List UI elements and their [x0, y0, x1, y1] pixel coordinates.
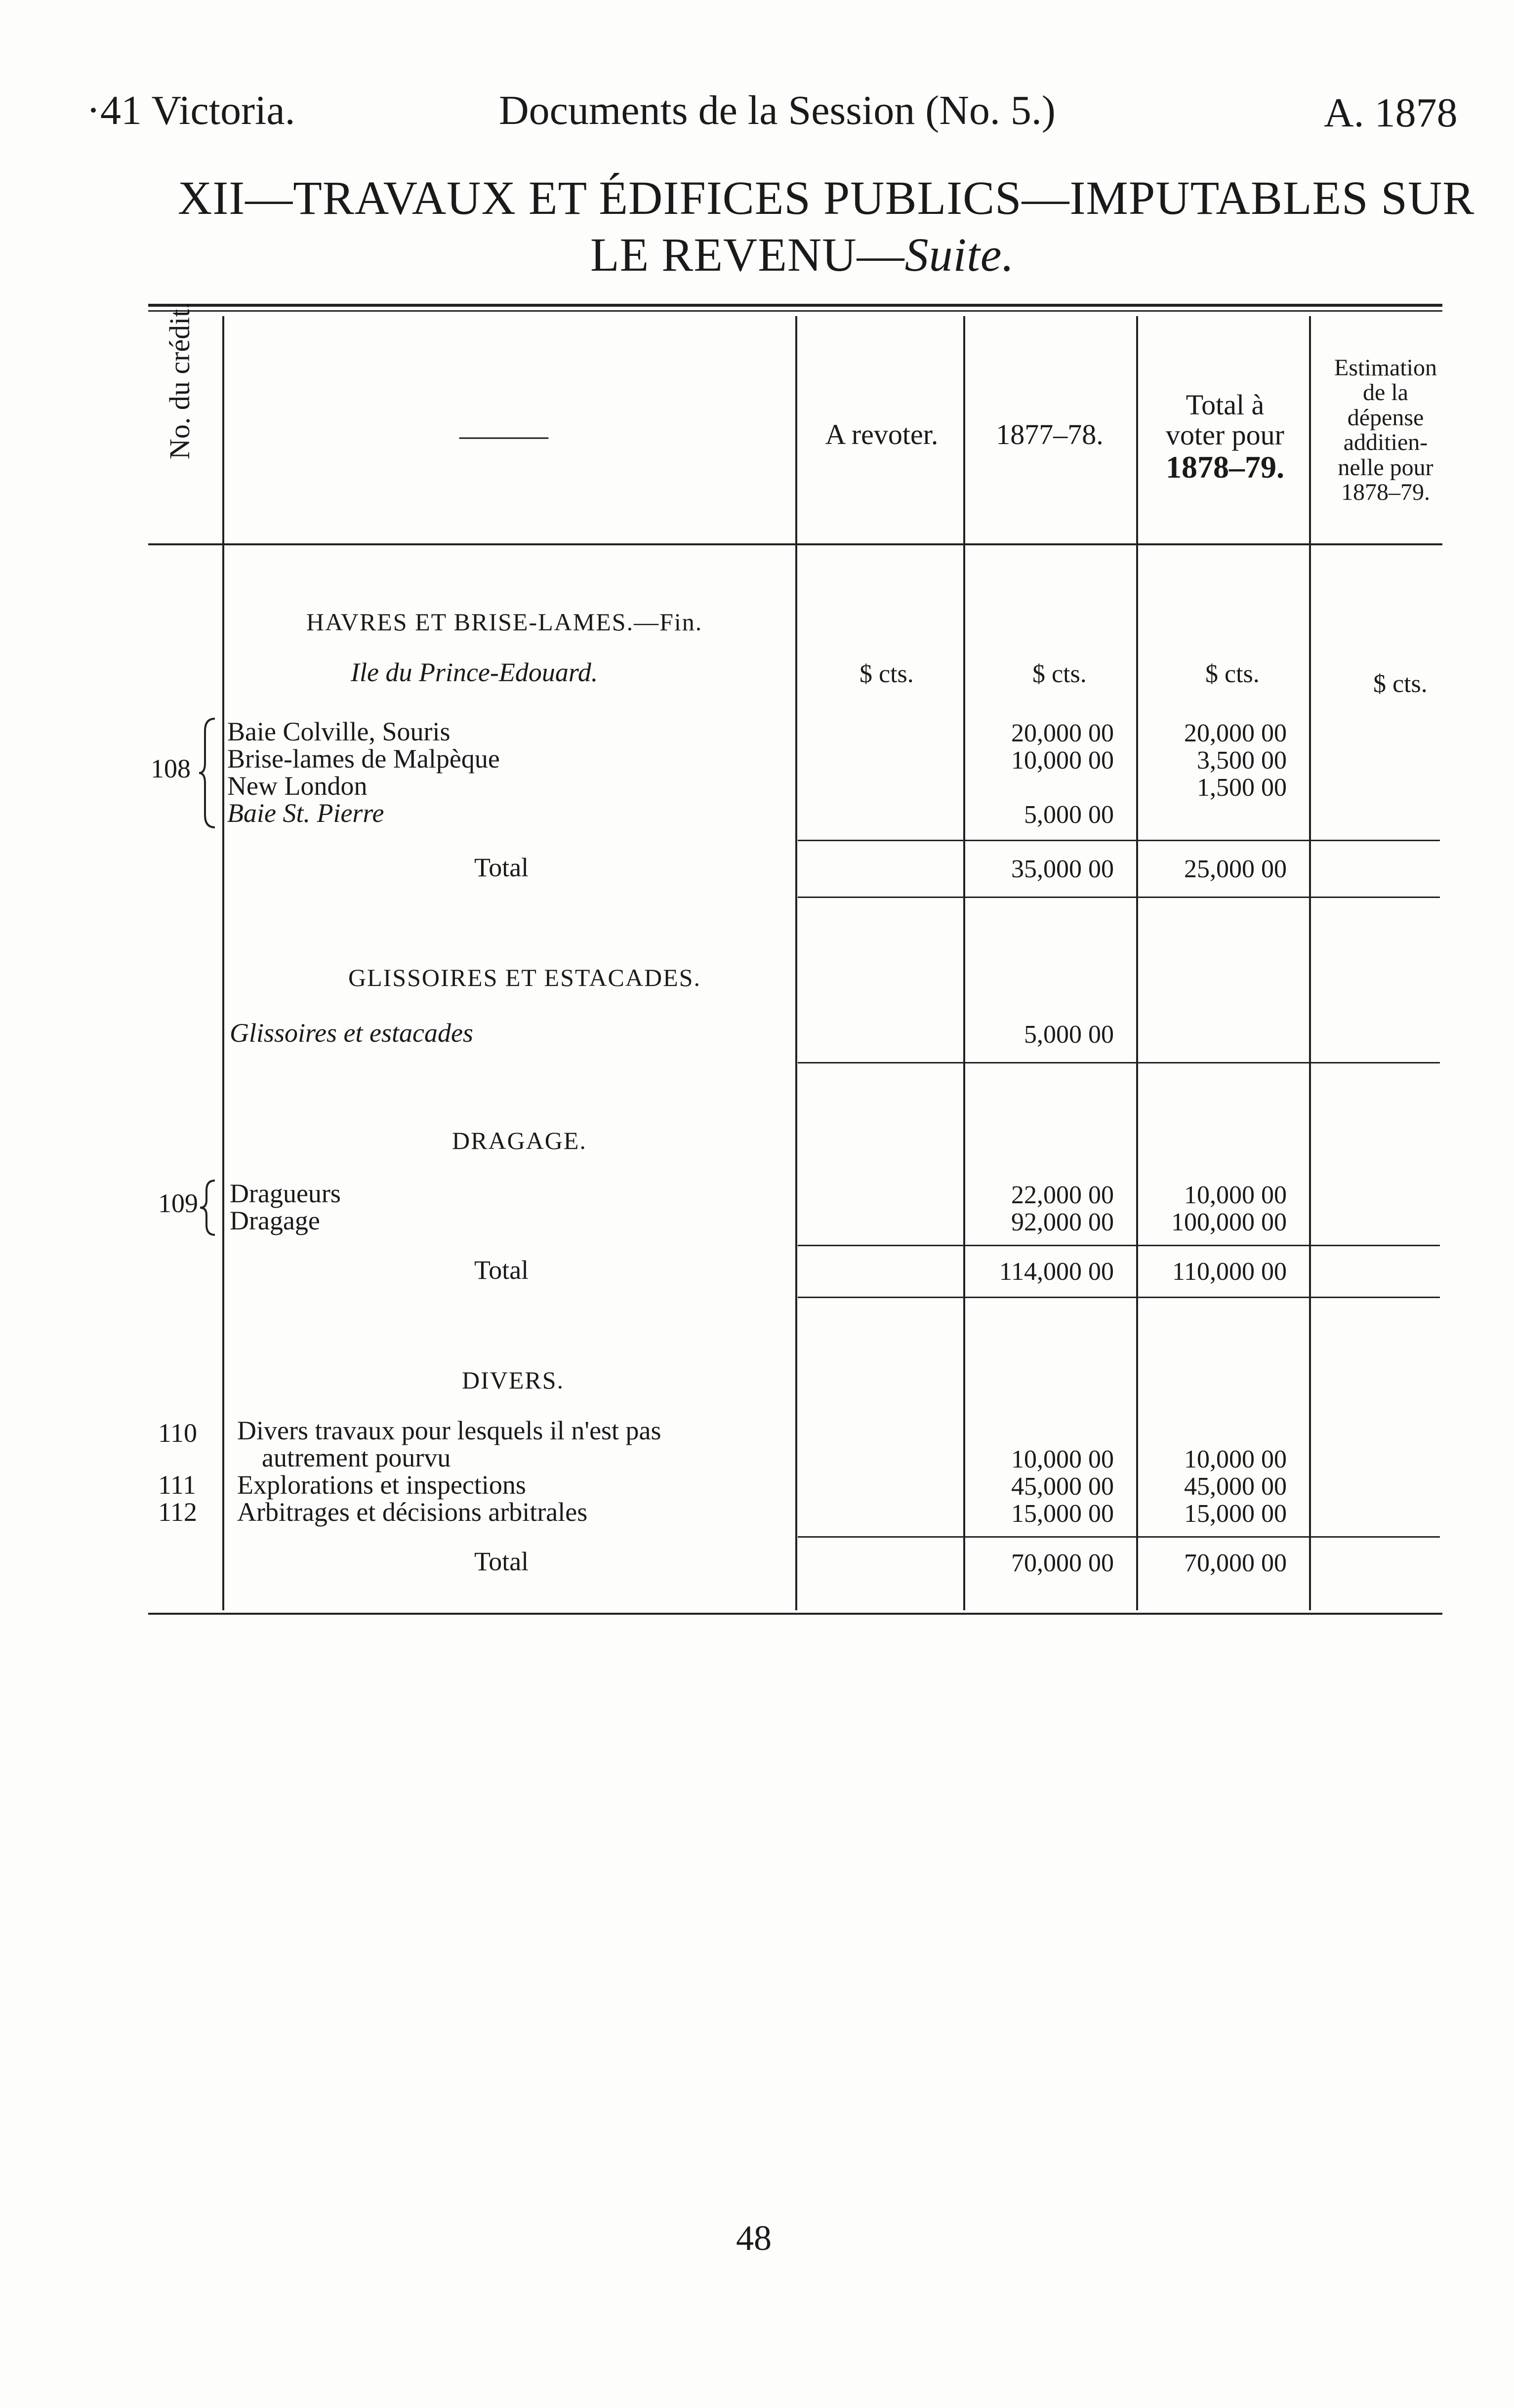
brace-108 [198, 716, 217, 830]
header-rule [148, 543, 1442, 545]
value-1877: 10,000 00 [1011, 746, 1114, 775]
subtotal-rule [798, 1245, 1440, 1246]
credit-number: 112 [158, 1497, 197, 1527]
currency-estimation: $ cts. [1373, 670, 1428, 698]
value-1877: 5,000 00 [1024, 801, 1114, 829]
subtotal-rule [798, 840, 1440, 841]
document-series: Documents de la Session (No. 5.) [499, 87, 1056, 133]
row-label: Brise-lames de Malpèque [227, 744, 500, 774]
currency-revoter: $ cts. [859, 660, 914, 688]
value-1877: 92,000 00 [1011, 1208, 1114, 1236]
bottom-rule [148, 1613, 1442, 1615]
col-header-revoter: A revoter. [825, 418, 939, 450]
value-1877: 5,000 00 [1024, 1020, 1114, 1049]
brace-109 [198, 1178, 217, 1237]
value-total: 15,000 00 [1184, 1500, 1287, 1528]
value-total: 1,500 00 [1197, 774, 1287, 802]
col-divider [1136, 316, 1138, 1610]
row-label: New London [227, 771, 368, 801]
total-total: 70,000 00 [1184, 1549, 1287, 1577]
row-label: Dragage [230, 1206, 320, 1235]
total-rule [798, 1297, 1440, 1298]
row-label: Divers travaux pour lesquels il n'est pas [237, 1416, 661, 1445]
value-total: 45,000 00 [1184, 1472, 1287, 1501]
total-label: Total [474, 1255, 529, 1285]
top-rule [148, 304, 1442, 307]
col-header-estimation: Estimation de la dépense additien- nelle pour 1878–79. [1334, 355, 1437, 505]
row-label: Arbitrages et décisions arbitrales [237, 1497, 588, 1527]
page-number: 48 [736, 2218, 772, 2258]
value-total: 10,000 00 [1184, 1181, 1287, 1209]
total-1877: 114,000 00 [999, 1258, 1114, 1286]
value-total: 20,000 00 [1184, 719, 1287, 747]
currency-total: $ cts. [1205, 660, 1260, 688]
section-dragage: DRAGAGE. [452, 1127, 587, 1154]
row-label: Baie St. Pierre [227, 798, 384, 828]
col-divider [963, 316, 965, 1610]
total-rule [798, 897, 1440, 898]
value-total: 100,000 00 [1171, 1208, 1287, 1236]
col-header-total: Total à voter pour 1878–79. [1166, 389, 1284, 485]
value-total: 3,500 00 [1197, 746, 1287, 775]
credit-number: 110 [158, 1418, 197, 1448]
year-label: A. 1878 [1324, 90, 1458, 136]
row-label: Dragueurs [230, 1179, 341, 1208]
section-rule [798, 1062, 1440, 1063]
currency-1877: $ cts. [1032, 660, 1087, 688]
value-1877: 22,000 00 [1011, 1181, 1114, 1209]
total-label: Total [474, 1547, 529, 1576]
total-1877: 35,000 00 [1011, 855, 1114, 883]
session-number: ·41 Victoria. [86, 87, 295, 133]
col-divider [1309, 316, 1311, 1610]
credit-number: 111 [158, 1470, 196, 1500]
subsection-ile: Ile du Prince-Edouard. [351, 657, 598, 687]
row-label: autrement pourvu [262, 1443, 451, 1472]
col-divider [795, 316, 797, 1610]
row-label: Baie Colville, Souris [227, 717, 450, 746]
section-divers: DIVERS. [462, 1366, 565, 1394]
col-header-1877-78: 1877–78. [996, 418, 1104, 450]
value-1877: 15,000 00 [1011, 1500, 1114, 1528]
col-divider [222, 316, 224, 1610]
row-label: Explorations et inspections [237, 1470, 526, 1500]
col-header-desc: ——— [459, 419, 548, 451]
value-1877: 10,000 00 [1011, 1445, 1114, 1473]
credit-number: 108 [151, 754, 191, 783]
value-total: 10,000 00 [1184, 1445, 1287, 1473]
total-total: 25,000 00 [1184, 855, 1287, 883]
top-rule-thin [148, 310, 1442, 312]
subtotal-rule [798, 1536, 1440, 1538]
page-subtitle: LE REVENU—Suite. [590, 228, 1015, 281]
col-header-credit: No. du crédit. [164, 302, 196, 459]
section-glissoires: GLISSOIRES ET ESTACADES. [348, 964, 701, 991]
credit-number: 109 [158, 1188, 198, 1218]
total-1877: 70,000 00 [1011, 1549, 1114, 1577]
page-title: XII—TRAVAUX ET ÉDIFICES PUBLICS—IMPUTABLES SUR [178, 171, 1475, 224]
section-havres: HAVRES ET BRISE-LAMES.—Fin. [306, 608, 703, 636]
total-total: 110,000 00 [1172, 1258, 1287, 1286]
value-1877: 20,000 00 [1011, 719, 1114, 747]
total-label: Total [474, 853, 529, 882]
row-label: Glissoires et estacades [230, 1018, 473, 1048]
value-1877: 45,000 00 [1011, 1472, 1114, 1501]
